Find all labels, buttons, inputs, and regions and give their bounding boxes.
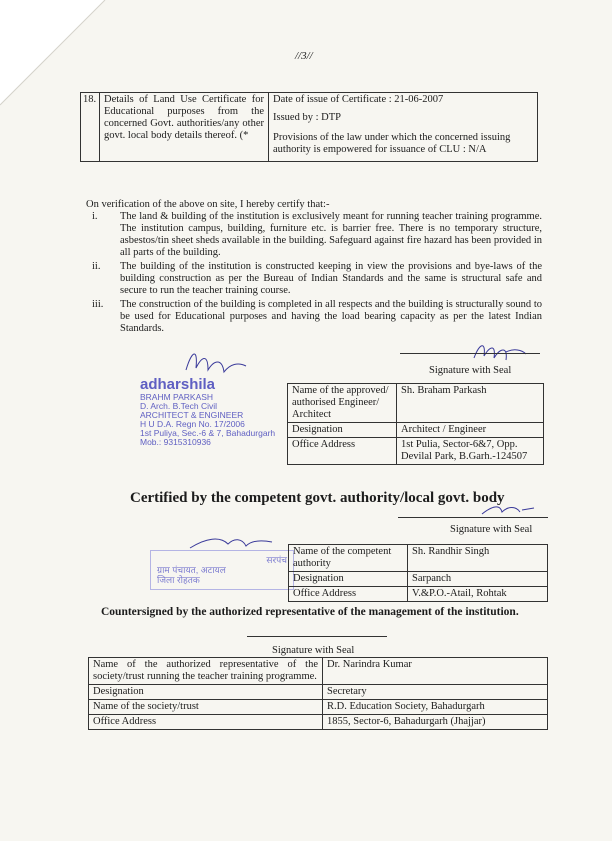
stamp-line: जिला रोहतक xyxy=(157,575,200,585)
row-label: Name of the approved/ authorised Engineer/ Architect xyxy=(288,384,397,423)
certification-item xyxy=(82,299,542,335)
row-label: Name of the society/trust xyxy=(89,700,323,715)
government-signature-line xyxy=(398,517,548,518)
certification-intro: On verification of the above on site, I hereby certify that:- xyxy=(86,199,330,210)
row-label: Designation xyxy=(89,685,323,700)
stamp-line: Mob.: 9315310936 xyxy=(140,437,211,447)
architect-signature-label: Signature with Seal xyxy=(429,365,512,376)
row-value: 1st Pulia, Sector-6&7, Opp. Devilal Park, B.Garh.-124507 xyxy=(397,438,544,465)
management-signature-label: Signature with Seal xyxy=(272,645,355,656)
row-value: Dr. Narindra Kumar xyxy=(323,658,548,685)
architect-stamp xyxy=(140,376,275,447)
management-details-table xyxy=(88,657,548,730)
row-label: Designation xyxy=(289,572,408,587)
item-number: 18. xyxy=(81,93,100,162)
certification-item xyxy=(82,261,542,297)
stamp-brand: adharshila xyxy=(140,376,216,393)
row-label: Office Address xyxy=(89,715,323,730)
issue-date: Date of issue of Certificate : 21-06-2007 xyxy=(273,94,444,105)
provisions: Provisions of the law under which the concerned issuing authority is empowered for issuance of CLU : N/A xyxy=(273,132,511,155)
row-value: Sarpanch xyxy=(408,572,548,587)
certification-list xyxy=(82,211,542,337)
page-number: //3// xyxy=(295,50,313,62)
sarpanch-stamp xyxy=(150,550,294,590)
architect-signature-line xyxy=(400,353,540,354)
item-text: The land & building of the institution is exclusively meant for running teacher training programme. The institution campus, building, furniture etc. is barrier free. There is no temporary structure, asbestos/tin sheet sheds available in the building. Safeguard against fire hazard has been provided in all parts of the building. xyxy=(120,211,542,258)
item-numeral: ii. xyxy=(92,261,101,272)
item-18-details xyxy=(269,93,538,162)
issued-by: Issued by : DTP xyxy=(273,112,341,123)
government-details-table xyxy=(288,544,548,602)
stamp-line: BRAHM PARKASH xyxy=(140,392,214,402)
row-value: V.&P.O.-Atail, Rohtak xyxy=(408,587,548,602)
item-numeral: iii. xyxy=(92,299,104,310)
row-value: Architect / Engineer xyxy=(397,423,544,438)
stamp-line: ग्राम पंचायत, अटायल xyxy=(157,565,226,575)
row-label: Office Address xyxy=(289,587,408,602)
stamp-line: ARCHITECT & ENGINEER xyxy=(140,410,244,420)
item-text: The building of the institution is constructed keeping in view the provisions and bye-laws of the building construction as per the Bureau of Indian Standards and the same is structural safe and secure to run the teacher training course. xyxy=(120,261,542,296)
government-signature-label: Signature with Seal xyxy=(450,524,533,535)
row-value: Sh. Braham Parkash xyxy=(397,384,544,423)
stamp-line: H U D.A. Regn No. 17/2006 xyxy=(140,419,245,429)
row-label: Name of the competent authority xyxy=(289,545,408,572)
government-heading: Certified by the competent govt. authority/local govt. body xyxy=(130,490,505,506)
row-label: Name of the authorized representative of the society/trust running the teacher training programme. xyxy=(89,658,323,685)
item-numeral: i. xyxy=(92,211,98,222)
row-value: Sh. Randhir Singh xyxy=(408,545,548,572)
management-heading: Countersigned by the authorized representative of the management of the institution. xyxy=(101,606,519,618)
certification-item xyxy=(82,211,542,259)
row-value: 1855, Sector-6, Bahadurgarh (Jhajjar) xyxy=(323,715,548,730)
stamp-line: 1st Puliya, Sec.-6 & 7, Bahadurgarh xyxy=(140,428,276,438)
item-18-label: Details of Land Use Certificate for Educational purposes from the concerned Govt. authorities/any other govt. local body details thereof. (* xyxy=(100,93,269,162)
stamp-line: सरपंच xyxy=(266,555,287,565)
item-18-table xyxy=(80,92,538,162)
management-signature-line xyxy=(247,636,387,637)
architect-signature-left xyxy=(180,346,250,378)
row-value: Secretary xyxy=(323,685,548,700)
item-text: The construction of the building is completed in all respects and the building is structurally sound to be used for Educational purposes and having the load bearing capacity as per the latest Indian Standards. xyxy=(120,299,542,334)
architect-signature-right xyxy=(470,338,530,366)
stamp-line: D. Arch. B.Tech Civil xyxy=(140,401,217,411)
row-label: Designation xyxy=(288,423,397,438)
row-value: R.D. Education Society, Bahadurgarh xyxy=(323,700,548,715)
row-label: Office Address xyxy=(288,438,397,465)
architect-details-table xyxy=(287,383,544,465)
